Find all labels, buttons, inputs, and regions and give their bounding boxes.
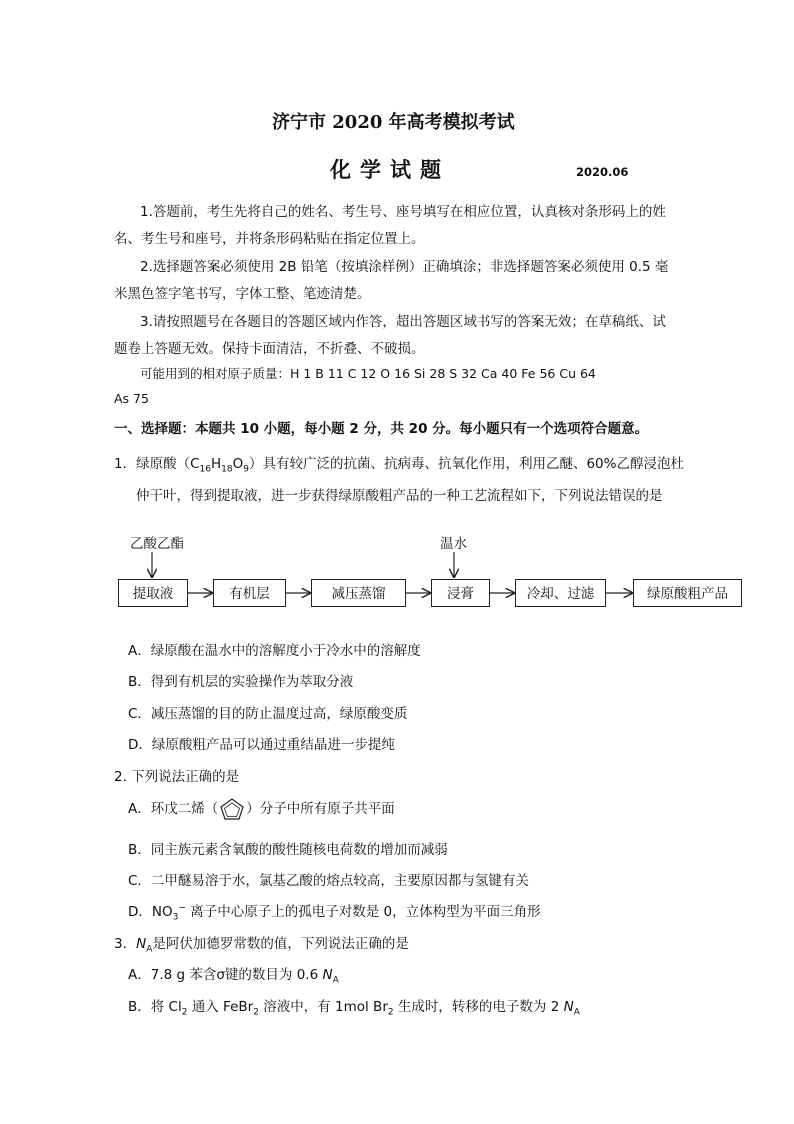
q1-sub-c: 16 — [199, 464, 211, 475]
q2-option-a — [128, 796, 395, 822]
q2-option-a-post: ）分子中所有原子共平面 — [246, 801, 395, 817]
q2-option-d-sup: − — [178, 903, 186, 914]
q3-option-a — [128, 963, 339, 986]
instruction-1a: 1.答题前，考生先将自己的姓名、考生号、座号填写在相应位置，认真核对条形码上的姓 — [140, 204, 666, 220]
q1-stem-pre: 1．绿原酸（C — [114, 456, 200, 472]
flow-reagent-ethyl-acetate: 乙酸乙酯 — [130, 536, 184, 552]
q3-stem-pre: 3． — [114, 936, 137, 952]
q1-option-a: A．绿原酸在温水中的溶解度小于冷水中的溶解度 — [128, 643, 421, 659]
q2-option-d-pre: D．NO — [128, 904, 173, 920]
instruction-2a: 2.选择题答案必须使用 2B 铅笔（按填涂样例）正确填涂；非选择题答案必须使用 0.5 毫 — [140, 259, 669, 275]
q3-option-b-sub3: 2 — [387, 1007, 394, 1018]
instruction-3a: 3.请按照题号在各题目的答题区域内作答，超出答题区域书写的答案无效；在草稿纸、试 — [140, 314, 666, 330]
flow-step-organic-layer: 有机层 — [213, 579, 286, 607]
q1-o: O — [232, 456, 244, 472]
q2-option-d-post: 离子中心原子上的孤电子对数是 0，立体构型为平面三角形 — [185, 904, 541, 920]
q3-option-b-mid3: 生成时，转移的电子数为 2 — [393, 999, 564, 1015]
q1-sub-o: 9 — [243, 464, 249, 475]
q2-option-b: B．同主族元素含氧酸的酸性随核电荷数的增加而减弱 — [128, 842, 448, 858]
q1-stem-line2: 仲干叶，得到提取液，进一步获得绿原酸粗产品的一种工艺流程如下，下列说法错误的是 — [136, 488, 663, 504]
exam-date: 2020.06 — [576, 165, 629, 179]
q2-option-a-pre: A．环戊二烯（ — [128, 801, 219, 817]
cyclopentadiene-structure-icon — [218, 796, 246, 822]
q3-option-b-sub2: 2 — [253, 1007, 259, 1018]
exam-title: 济宁市 2020 年高考模拟考试 — [272, 112, 515, 133]
q3-option-a-pre: A．7.8 g 苯含σ键的数目为 0.6 — [128, 967, 323, 983]
q3-option-b — [128, 995, 580, 1018]
atomic-masses-cont: As 75 — [114, 391, 149, 406]
q1-option-d: D．绿原酸粗产品可以通过重结晶进一步提纯 — [128, 737, 395, 753]
q3-stem-sub: A — [146, 944, 153, 955]
flow-step-crude-product: 绿原酸粗产品 — [633, 579, 742, 607]
q3-option-b-sub4: A — [573, 1007, 580, 1018]
q2-option-c: C．二甲醚易溶于水，氯基乙酸的熔点较高，主要原因都与氢键有关 — [128, 873, 529, 889]
q1-option-c: C．减压蒸馏的目的防止温度过高，绿原酸变质 — [128, 706, 408, 722]
q3-stem-post: 是阿伏加德罗常数的值，下列说法正确的是 — [152, 936, 409, 952]
q1-stem-post: ）具有较广泛的抗菌、抗病毒、抗氧化作用，利用乙醚、60%乙醇浸泡杜 — [248, 456, 684, 472]
q3-option-a-n: N — [322, 967, 333, 983]
q3-stem — [114, 932, 409, 955]
q2-option-d — [128, 900, 541, 923]
instruction-3b: 题卷上答题无效。保持卡面清洁，不折叠、不破损。 — [114, 341, 425, 357]
q3-option-a-sub: A — [332, 975, 339, 986]
instruction-2b: 米黑色签字笔书写，字体工整、笔迹清楚。 — [114, 286, 371, 302]
q2-stem: 2. 下列说法正确的是 — [114, 769, 240, 785]
q3-option-b-sub1: 2 — [181, 1007, 188, 1018]
flow-step-vacuum-distill: 减压蒸馏 — [311, 579, 406, 607]
flow-step-extract: 提取液 — [118, 579, 188, 607]
section-heading: 一、选择题：本题共 10 小题，每小题 2 分，共 20 分。每小题只有一个选项符合题意。 — [114, 421, 649, 437]
flow-step-cool-filter: 冷却、过滤 — [515, 579, 606, 607]
atomic-masses: 可能用到的相对原子质量：H 1 B 11 C 12 O 16 Si 28 S 32 Ca 40 Fe 56 Cu 64 — [140, 366, 596, 381]
q3-option-b-mid2: 溶液中，有 1mol Br — [258, 999, 388, 1015]
q3-option-b-n: N — [563, 999, 574, 1015]
q1-sub-h: 18 — [221, 464, 233, 475]
flow-reagent-warm-water: 温水 — [440, 536, 467, 552]
q3-option-b-mid1: 通入 FeBr — [187, 999, 254, 1015]
q3-stem-n: N — [136, 936, 147, 952]
subject-title: 化学试题 — [330, 158, 450, 182]
q1-option-b: B．得到有机层的实验操作为萃取分液 — [128, 674, 354, 690]
instruction-1b: 名、考生号和座号，并将条形码粘贴在指定位置上。 — [114, 231, 425, 247]
q3-option-b-pre: B．将 Cl — [128, 999, 182, 1015]
flow-step-extractum: 浸膏 — [431, 579, 490, 607]
q1-h: H — [210, 456, 222, 472]
q2-option-d-sub: 3 — [172, 912, 179, 923]
